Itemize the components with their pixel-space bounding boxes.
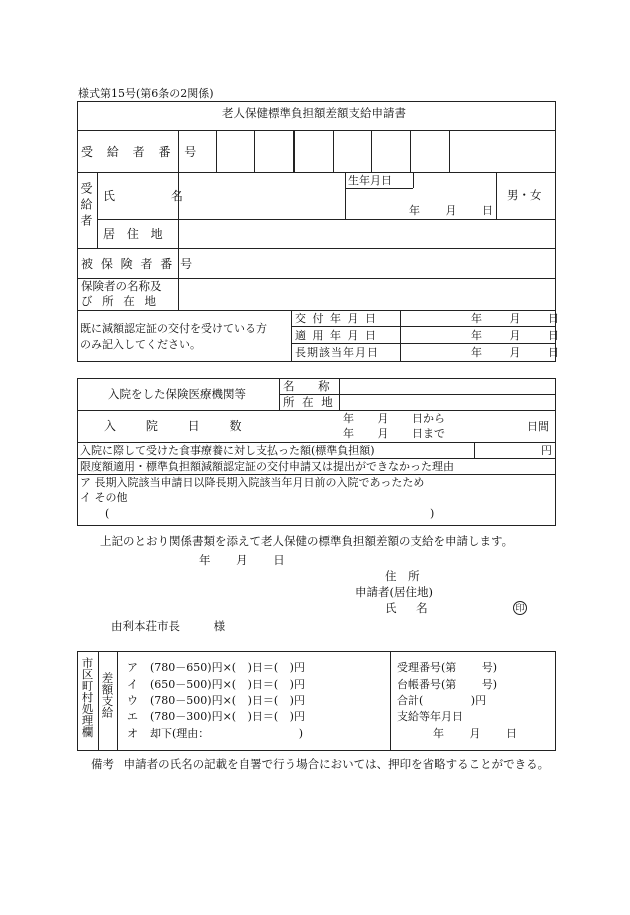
name-field[interactable] — [179, 173, 345, 219]
application-date[interactable]: 年 月 日 — [199, 553, 285, 567]
declaration: 上記のとおり関係書類を添えて老人保健の標準負担額差額の支給を申請します。 — [100, 534, 514, 548]
address-field[interactable] — [179, 220, 555, 248]
diff-label: 差額支給 — [100, 672, 115, 718]
days-to[interactable]: 年 月 日まで — [343, 427, 445, 440]
hospital-days-label: 入 院 日 数 — [104, 419, 242, 433]
recipient-number-cell-7[interactable] — [411, 131, 449, 172]
reduction-note-1: 既に減額認定証の交付を受けている方 — [80, 322, 267, 335]
recipient-number-cell-3[interactable] — [255, 131, 293, 172]
addressee: 由利本荘市長 様 — [111, 619, 226, 633]
payment-date-label: 支給等年月日 — [397, 710, 463, 723]
insured-number-field[interactable] — [179, 249, 555, 278]
apply-date-value[interactable]: 年 月 日 — [471, 329, 559, 342]
calc-row-a[interactable]: (780－650)円×( )日＝( )円 — [150, 661, 305, 674]
reason-label: 限度額適用・標準負担額減額認定証の交付申請又は提出ができなかった理由 — [80, 460, 454, 473]
insurer-label-2: び 所 在 地 — [81, 294, 156, 308]
applicant-label: 申請者(居住地) — [355, 585, 433, 599]
receipt-number[interactable]: 受理番号(第 号) — [397, 661, 498, 674]
calc-marker-b: イ — [127, 678, 138, 691]
days-unit: 日間 — [527, 420, 549, 433]
sex-selector[interactable]: 男・女 — [507, 188, 542, 202]
reduction-note-2: のみ記入してください。 — [80, 338, 201, 351]
hospital-name-field[interactable] — [340, 379, 555, 394]
reason-option-a[interactable]: ア 長期入院該当申請日以降長期入院該当年月日前の入院であったため — [80, 476, 425, 489]
reason-other-field[interactable] — [115, 506, 428, 520]
hospital-name-label: 名 称 — [283, 379, 330, 393]
name-label: 氏 名 — [103, 189, 183, 203]
issue-date-value[interactable]: 年 月 日 — [471, 312, 559, 325]
calc-marker-d: エ — [127, 710, 138, 723]
long-term-date-value[interactable]: 年 月 日 — [471, 346, 559, 359]
insurer-field[interactable] — [179, 279, 555, 310]
seal-mark: 印 — [513, 601, 527, 615]
reason-paren-open: ( — [105, 507, 110, 520]
calc-marker-a: ア — [127, 661, 138, 674]
total-amount[interactable]: 合計( )円 — [397, 694, 487, 707]
form-number: 様式第15号(第6条の2関係) — [78, 87, 214, 100]
footnote: 備考 申請者の氏名の記載を自署で行う場合においては、押印を省略することができる。 — [91, 757, 550, 771]
recipient-label: 受給者 — [79, 182, 93, 230]
insured-number-label: 被 保 険 者 番 号 — [81, 257, 195, 271]
birthdate-format[interactable]: 年 月 日 — [409, 204, 493, 217]
calc-marker-e: オ — [127, 727, 138, 740]
days-from[interactable]: 年 月 日から — [343, 412, 445, 425]
apply-date-label: 適 用 年 月 日 — [295, 329, 376, 342]
insurer-label-1: 保険者の名称及 — [81, 279, 162, 293]
ledger-number[interactable]: 台帳番号(第 号) — [397, 678, 498, 691]
calc-row-e[interactable]: 却下(理由： ) — [150, 727, 304, 740]
long-term-date-label: 長期該当年月日 — [295, 346, 379, 359]
hospital-label: 入院をした保険医療機関等 — [108, 387, 246, 401]
birthdate-label: 生年月日 — [348, 174, 392, 187]
calc-row-b[interactable]: (650－500)円×( )日＝( )円 — [150, 678, 305, 691]
form-title: 老人保健標準負担額差額支給申請書 — [222, 106, 406, 120]
calc-row-c[interactable]: (780－500)円×( )日＝( )円 — [150, 694, 305, 707]
recipient-number-label: 受 給 者 番 号 — [81, 145, 202, 159]
recipient-number-cell-6[interactable] — [372, 131, 410, 172]
issue-date-label: 交 付 年 月 日 — [295, 312, 376, 325]
hospital-location-label: 所 在 地 — [283, 395, 333, 409]
recipient-number-cell-5[interactable] — [334, 131, 371, 172]
meal-cost-label: 入院に際して受けた食事療養に対し支払った額(標準負担額) — [80, 444, 375, 457]
calc-row-d[interactable]: (780－300)円×( )日＝( )円 — [150, 710, 305, 723]
reason-option-b[interactable]: イ その他 — [80, 491, 128, 504]
payment-date-value[interactable]: 年 月 日 — [433, 727, 517, 740]
yen-unit: 円 — [541, 444, 552, 457]
calc-marker-c: ウ — [127, 694, 138, 707]
reason-paren-close: ) — [430, 507, 435, 520]
recipient-number-cell-4[interactable] — [295, 131, 333, 172]
applicant-address-label: 住 所 — [385, 569, 420, 583]
recipient-number-cell-1[interactable] — [179, 131, 216, 172]
applicant-name-label: 氏 名 — [385, 601, 428, 615]
address-label: 居 住 地 — [103, 227, 163, 241]
recipient-number-cell-2[interactable] — [217, 131, 254, 172]
hospital-location-field[interactable] — [340, 395, 555, 410]
office-label: 市区町村処理欄 — [80, 657, 95, 738]
